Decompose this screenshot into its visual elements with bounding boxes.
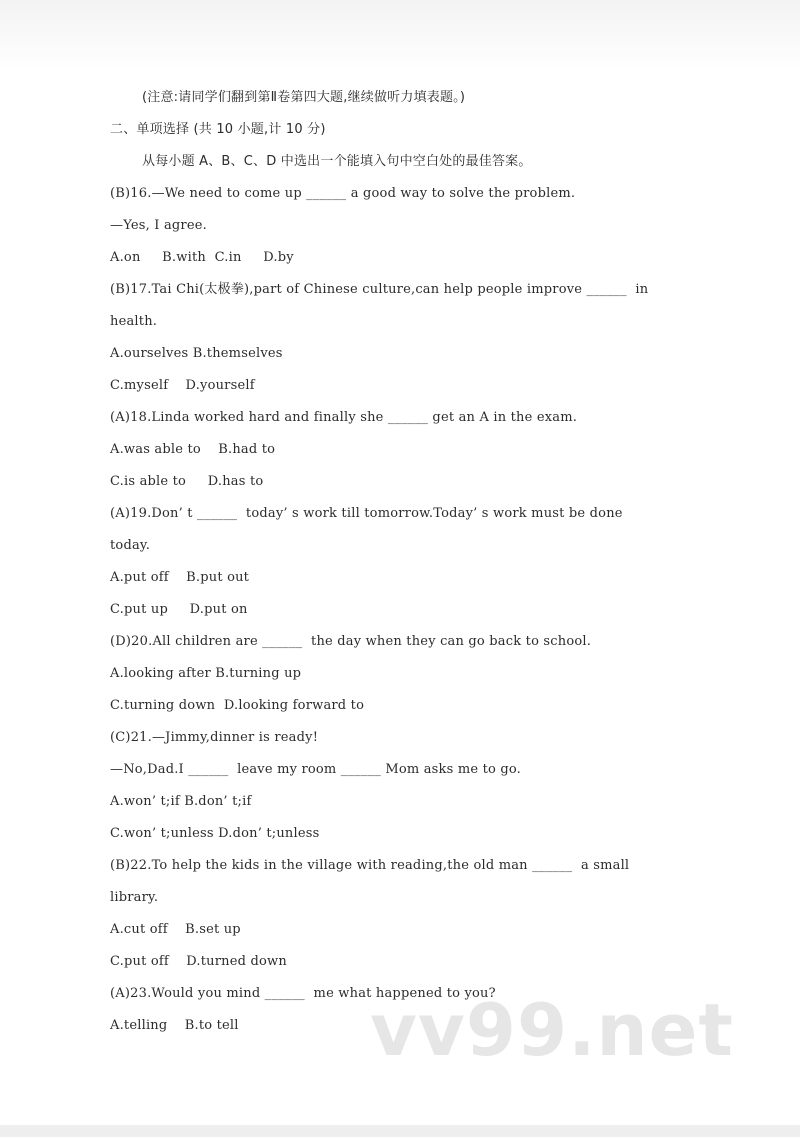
question-17-options-ab: A.ourselves B.themselves	[110, 346, 283, 361]
question-20: (D)20.All children are ______ the day when they can go back to school.	[110, 634, 592, 649]
bottom-edge-band	[0, 1125, 800, 1137]
watermark-text: vv99.net	[370, 988, 734, 1072]
question-20-options-ab: A.looking after B.turning up	[110, 666, 302, 681]
question-20-options-cd: C.turning down D.looking forward to	[110, 698, 365, 713]
notice-text: (注意:请同学们翻到第Ⅱ卷第四大题,继续做听力填表题。)	[142, 90, 466, 105]
question-16-options: A.on B.with C.in D.by	[110, 250, 294, 265]
question-18-options-cd: C.is able to D.has to	[110, 474, 264, 489]
question-16: (B)16.—We need to come up ______ a good way to solve the problem.	[110, 186, 576, 201]
question-18-options-ab: A.was able to B.had to	[110, 442, 276, 457]
section-title: 二、单项选择 (共 10 小题,计 10 分)	[110, 122, 326, 137]
question-18: (A)18.Linda worked hard and finally she ______ get an A in the exam.	[110, 410, 578, 425]
question-21-options-ab: A.won’ t;if B.don’ t;if	[110, 794, 252, 809]
question-23: (A)23.Would you mind ______ me what happened to you?	[110, 986, 496, 1001]
instruction-text: 从每小题 A、B、C、D 中选出一个能填入句中空白处的最佳答案。	[142, 154, 532, 169]
question-17-options-cd: C.myself D.yourself	[110, 378, 255, 393]
question-19-options-ab: A.put off B.put out	[110, 570, 250, 585]
question-22: (B)22.To help the kids in the village with reading,the old man ______ a small	[110, 858, 630, 873]
question-19-options-cd: C.put up D.put on	[110, 602, 248, 617]
question-21-reply: —No,Dad.I ______ leave my room ______ Mom asks me to go.	[110, 762, 522, 777]
question-21: (C)21.—Jimmy,dinner is ready!	[110, 730, 319, 745]
question-17-cont: health.	[110, 314, 158, 329]
question-21-options-cd: C.won’ t;unless D.don’ t;unless	[110, 826, 320, 841]
question-17: (B)17.Tai Chi(太极拳),part of Chinese culture,can help people improve ______ in	[110, 282, 649, 297]
question-22-cont: library.	[110, 890, 159, 905]
question-23-options-ab: A.telling B.to tell	[110, 1018, 239, 1033]
question-19-cont: today.	[110, 538, 151, 553]
question-22-options-ab: A.cut off B.set up	[110, 922, 241, 937]
question-19: (A)19.Don’ t ______ today’ s work till tomorrow.Today’ s work must be done	[110, 506, 623, 521]
question-22-options-cd: C.put off D.turned down	[110, 954, 287, 969]
question-16-reply: —Yes, I agree.	[110, 218, 207, 233]
